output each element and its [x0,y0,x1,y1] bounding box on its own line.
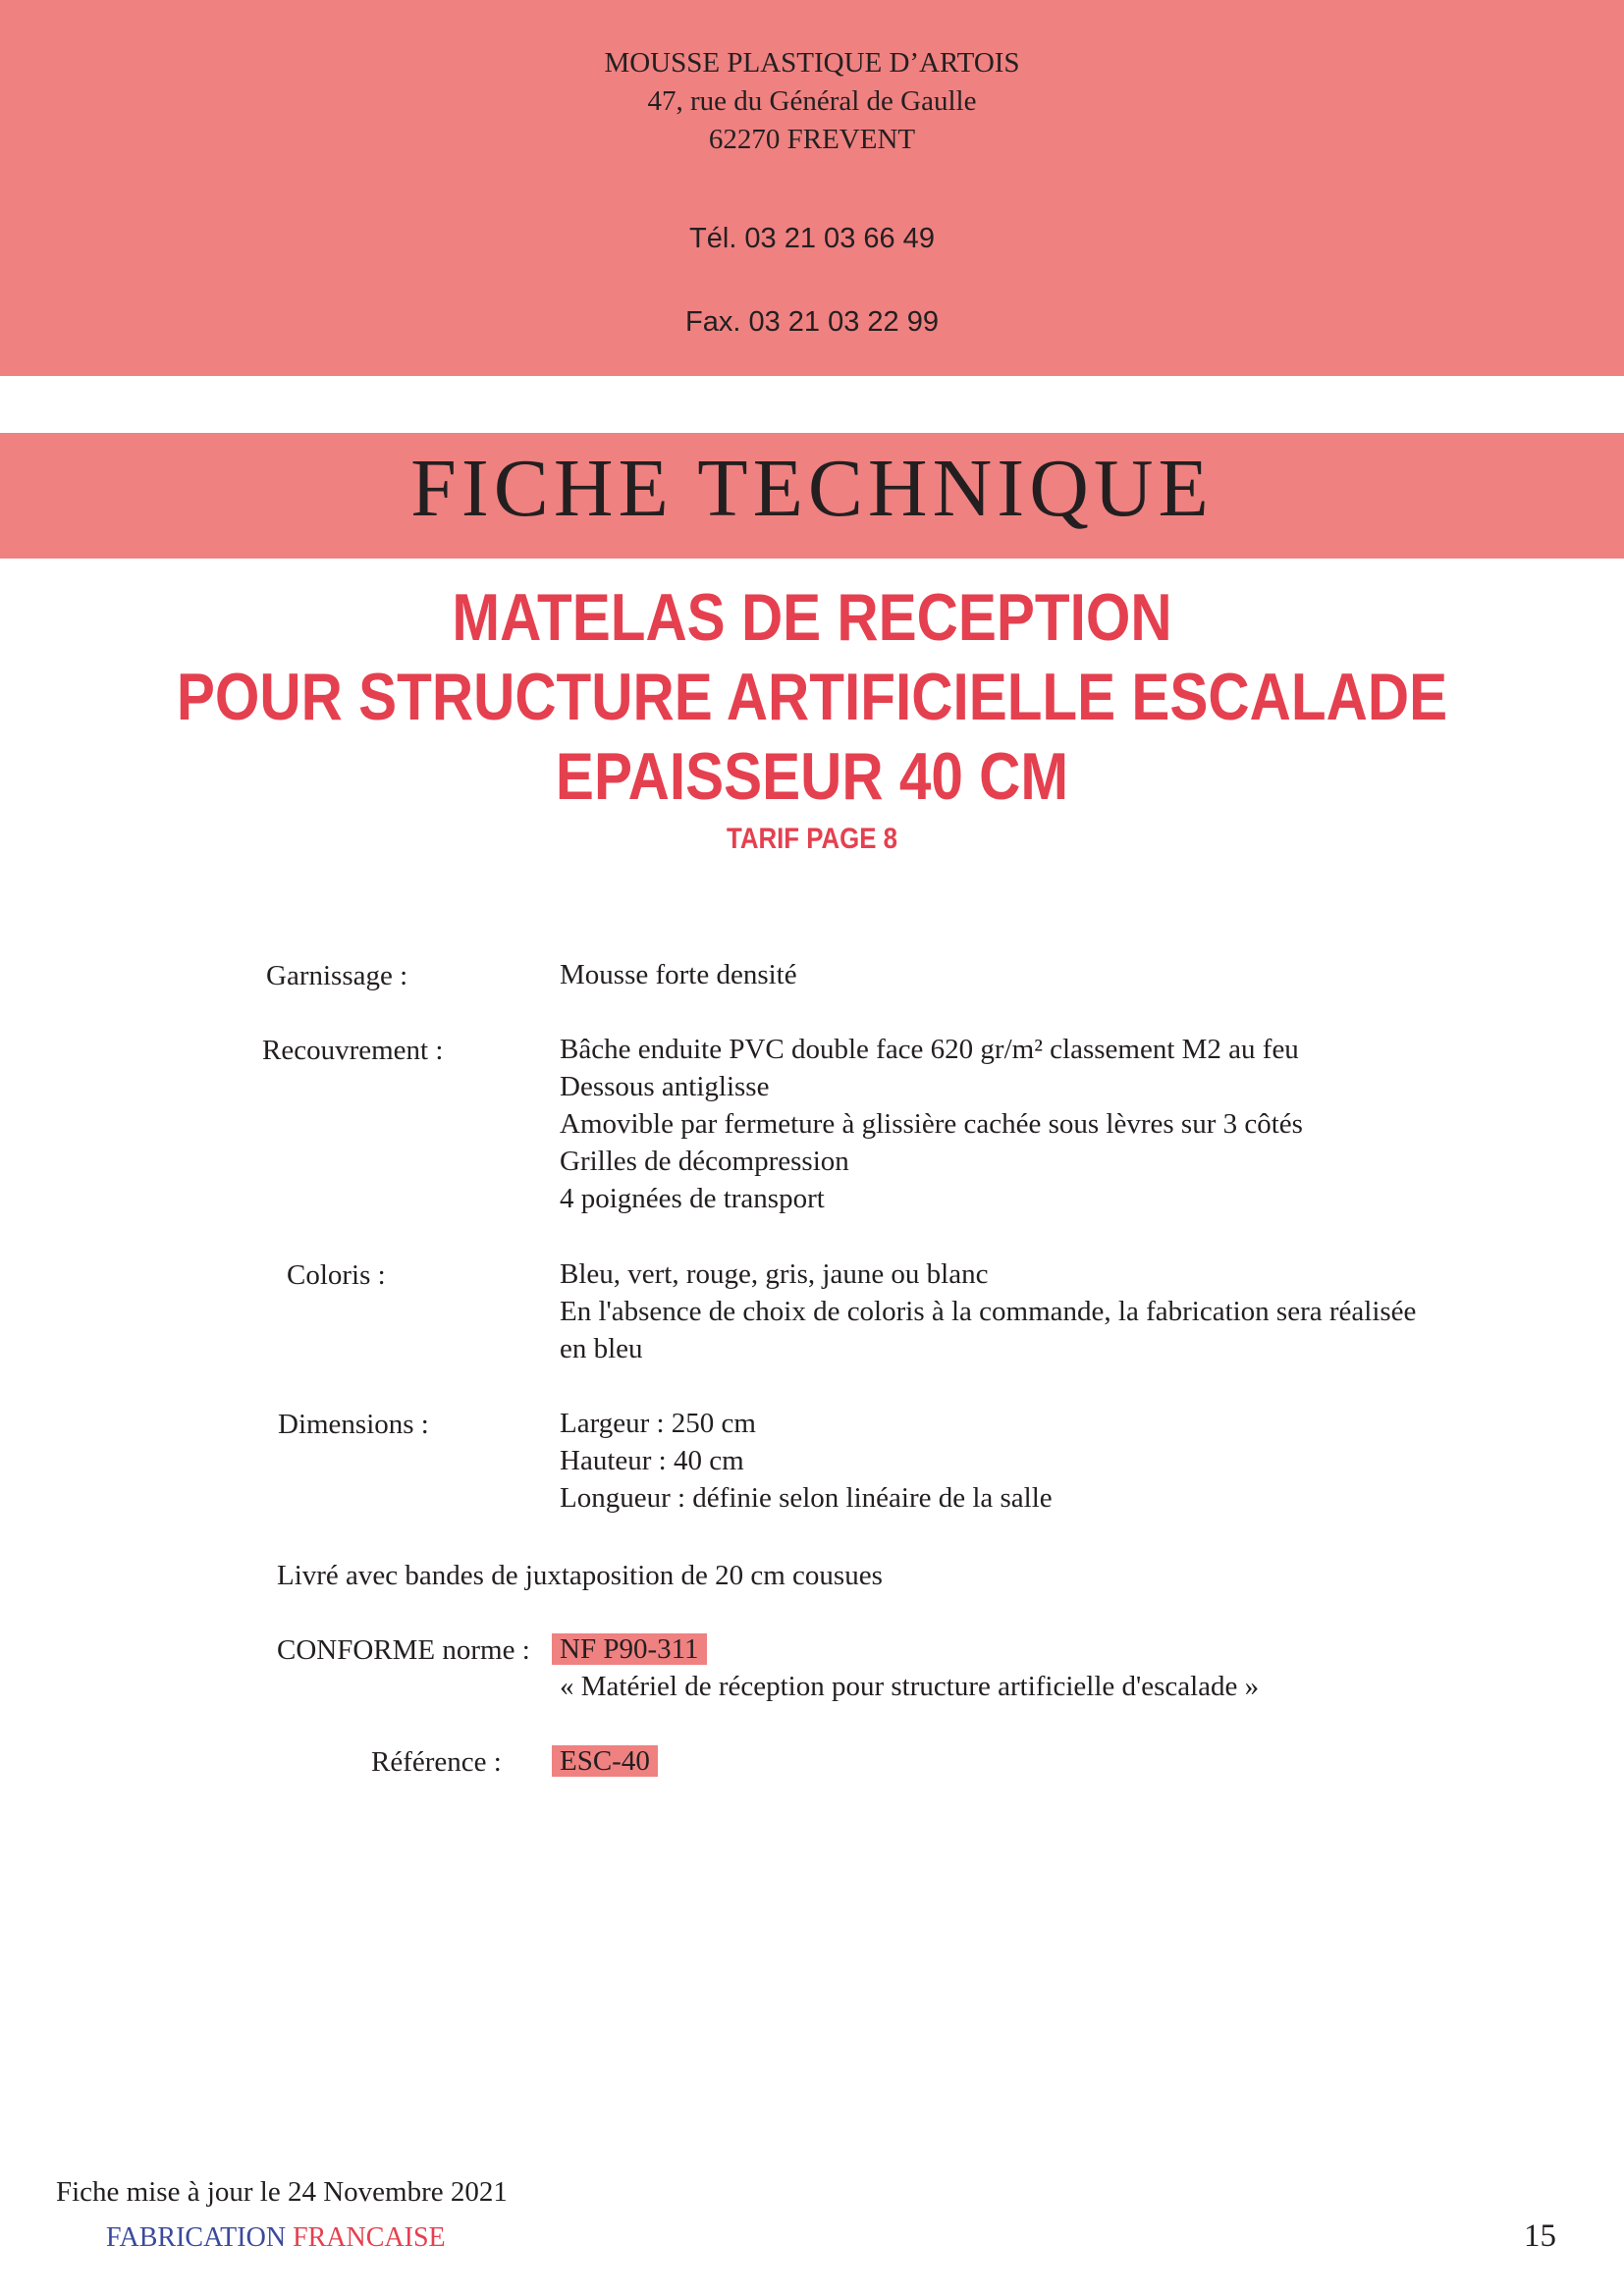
coloris-line: en bleu [560,1333,643,1364]
norme-description: « Matériel de réception pour structure artificielle d'escalade » [560,1671,1260,1702]
company-street: 47, rue du Général de Gaulle [647,85,977,117]
recouvrement-line: Amovible par fermeture à glissière cachée sous lèvres sur 3 côtés [560,1108,1303,1140]
fabrication-francaise [106,2222,446,2254]
dimensions-line: Largeur : 250 cm [560,1408,756,1439]
dimensions-value [560,1405,1053,1517]
conforme-label: CONFORME norme : [277,1634,530,1666]
recouvrement-line: 4 poignées de transport [560,1183,825,1214]
fabrication-word: FABRICATION [106,2222,287,2253]
recouvrement-line: Bâche enduite PVC double face 620 gr/m² classement M2 au feu [560,1034,1299,1065]
dimensions-line: Longueur : définie selon linéaire de la salle [560,1482,1053,1514]
garnissage-label: Garnissage : [266,960,408,991]
reference-label: Référence : [371,1746,502,1778]
francaise-word: FRANCAISE [293,2222,446,2253]
conforme-value [552,1630,1259,1705]
recouvrement-value [560,1031,1303,1217]
page-title: FICHE TECHNIQUE [410,443,1214,534]
recouvrement-label: Recouvrement : [262,1035,444,1066]
coloris-line: Bleu, vert, rouge, gris, jaune ou blanc [560,1258,989,1290]
company-tel: Tél. 03 21 03 66 49 [689,223,935,254]
garnissage-value [560,956,797,993]
coloris-label: Coloris : [287,1259,386,1291]
norme-highlight: NF P90-311 [552,1633,707,1665]
page-number: 15 [1524,2218,1556,2254]
update-date: Fiche mise à jour le 24 Novembre 2021 [56,2176,508,2208]
coloris-line: En l'absence de choix de coloris à la commande, la fabrication sera réalisée [560,1296,1417,1327]
reference-value [552,1742,658,1780]
company-city: 62270 FREVENT [708,124,916,155]
reference-highlight: ESC-40 [552,1745,658,1777]
dimensions-label: Dimensions : [278,1409,429,1440]
product-line-2: POUR STRUCTURE ARTIFICIELLE ESCALADE [176,660,1448,734]
tarif-page: TARIF PAGE 8 [727,823,897,855]
coloris-value [560,1255,1416,1367]
recouvrement-line: Dessous antiglisse [560,1071,770,1102]
garnissage-text: Mousse forte densité [560,959,797,990]
company-fax: Fax. 03 21 03 22 99 [685,306,939,338]
dimensions-line: Hauteur : 40 cm [560,1445,744,1476]
livre-note: Livré avec bandes de juxtaposition de 20 cm cousues [277,1560,883,1591]
recouvrement-line: Grilles de décompression [560,1146,849,1177]
company-name: MOUSSE PLASTIQUE D’ARTOIS [604,47,1020,79]
product-line-1: MATELAS DE RECEPTION [452,580,1172,655]
product-line-3: EPAISSEUR 40 CM [555,739,1069,814]
